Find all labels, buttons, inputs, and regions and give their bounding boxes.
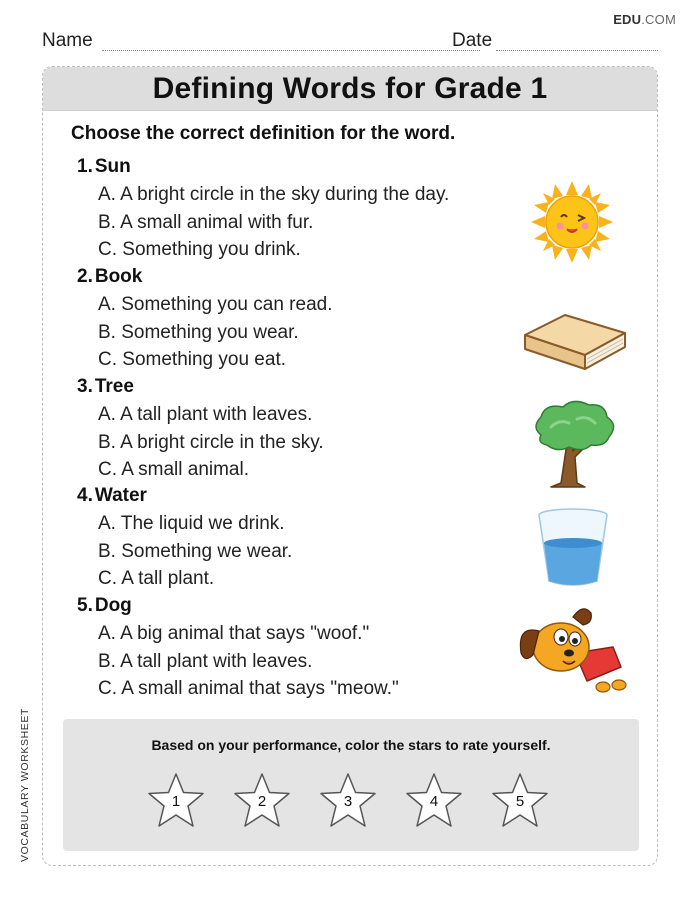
book-icon (521, 307, 629, 375)
star-2[interactable] (231, 771, 293, 831)
option-b[interactable]: B. A bright circle in the sky. (98, 431, 324, 453)
question-heading (77, 265, 537, 293)
question-number: 4. (77, 485, 93, 506)
option-c[interactable]: C. A tall plant. (98, 568, 215, 589)
option-c[interactable]: C. Something you drink. (98, 239, 301, 260)
option-b[interactable]: B. A small animal with fur. (98, 211, 314, 233)
option-a[interactable]: A. A big animal that says "woof." (98, 623, 370, 644)
instruction: Choose the correct definition for the word. (71, 123, 456, 144)
tree-icon (527, 399, 619, 489)
question-word: Sun (94, 156, 131, 177)
question-number: 2. (77, 266, 93, 287)
name-field[interactable] (102, 50, 480, 51)
brand-main: EDU (613, 12, 642, 27)
title-bar (43, 67, 657, 111)
dog-icon (517, 607, 629, 695)
rating-instruction: Based on your performance, color the stars to rate yourself. (151, 737, 551, 753)
brand-logo (613, 12, 676, 27)
question-number: 3. (77, 376, 93, 397)
question-3 (77, 375, 537, 486)
date-field[interactable] (496, 50, 658, 51)
worksheet-category-label: VOCABULARY WORKSHEET (19, 708, 31, 862)
option-c[interactable]: C. Something you eat. (98, 349, 286, 370)
star-label: 5 (515, 793, 525, 810)
star-label: 3 (343, 793, 353, 810)
question-5 (77, 594, 537, 705)
option-a[interactable]: A. A tall plant with leaves. (98, 404, 313, 425)
brand-suffix: .COM (641, 12, 676, 27)
worksheet-panel (42, 66, 658, 866)
option-b[interactable]: B. Something you wear. (98, 321, 299, 343)
option-a[interactable]: A. The liquid we drink. (98, 513, 285, 534)
question-heading (77, 155, 537, 183)
name-date-row (42, 30, 658, 54)
rating-stars (145, 771, 565, 831)
option-a[interactable]: A. Something you can read. (98, 294, 333, 315)
worksheet-title: Defining Words for Grade 1 (152, 71, 548, 105)
question-word: Book (94, 266, 143, 287)
question-1 (77, 155, 537, 266)
question-2 (77, 265, 537, 376)
self-rating-box (63, 719, 639, 851)
question-number: 5. (77, 595, 93, 616)
sun-icon (529, 179, 615, 265)
name-label: Name (42, 30, 93, 51)
star-label: 1 (171, 793, 181, 810)
star-label: 4 (429, 793, 439, 810)
question-4 (77, 484, 537, 595)
option-b[interactable]: B. A tall plant with leaves. (98, 650, 313, 672)
star-3[interactable] (317, 771, 379, 831)
star-4[interactable] (403, 771, 465, 831)
question-word: Tree (94, 376, 134, 397)
star-5[interactable] (489, 771, 551, 831)
question-heading (77, 594, 537, 622)
question-word: Water (94, 485, 147, 506)
star-1[interactable] (145, 771, 207, 831)
question-heading (77, 375, 537, 403)
option-b[interactable]: B. Something we wear. (98, 540, 293, 562)
question-word: Dog (94, 595, 132, 616)
question-heading (77, 484, 537, 512)
question-number: 1. (77, 156, 93, 177)
date-label: Date (452, 30, 493, 51)
option-c[interactable]: C. A small animal. (98, 459, 249, 480)
option-c[interactable]: C. A small animal that says "meow." (98, 678, 399, 699)
option-a[interactable]: A. A bright circle in the sky during the day. (98, 184, 450, 205)
water-glass-icon (535, 505, 611, 587)
star-label: 2 (257, 793, 267, 810)
